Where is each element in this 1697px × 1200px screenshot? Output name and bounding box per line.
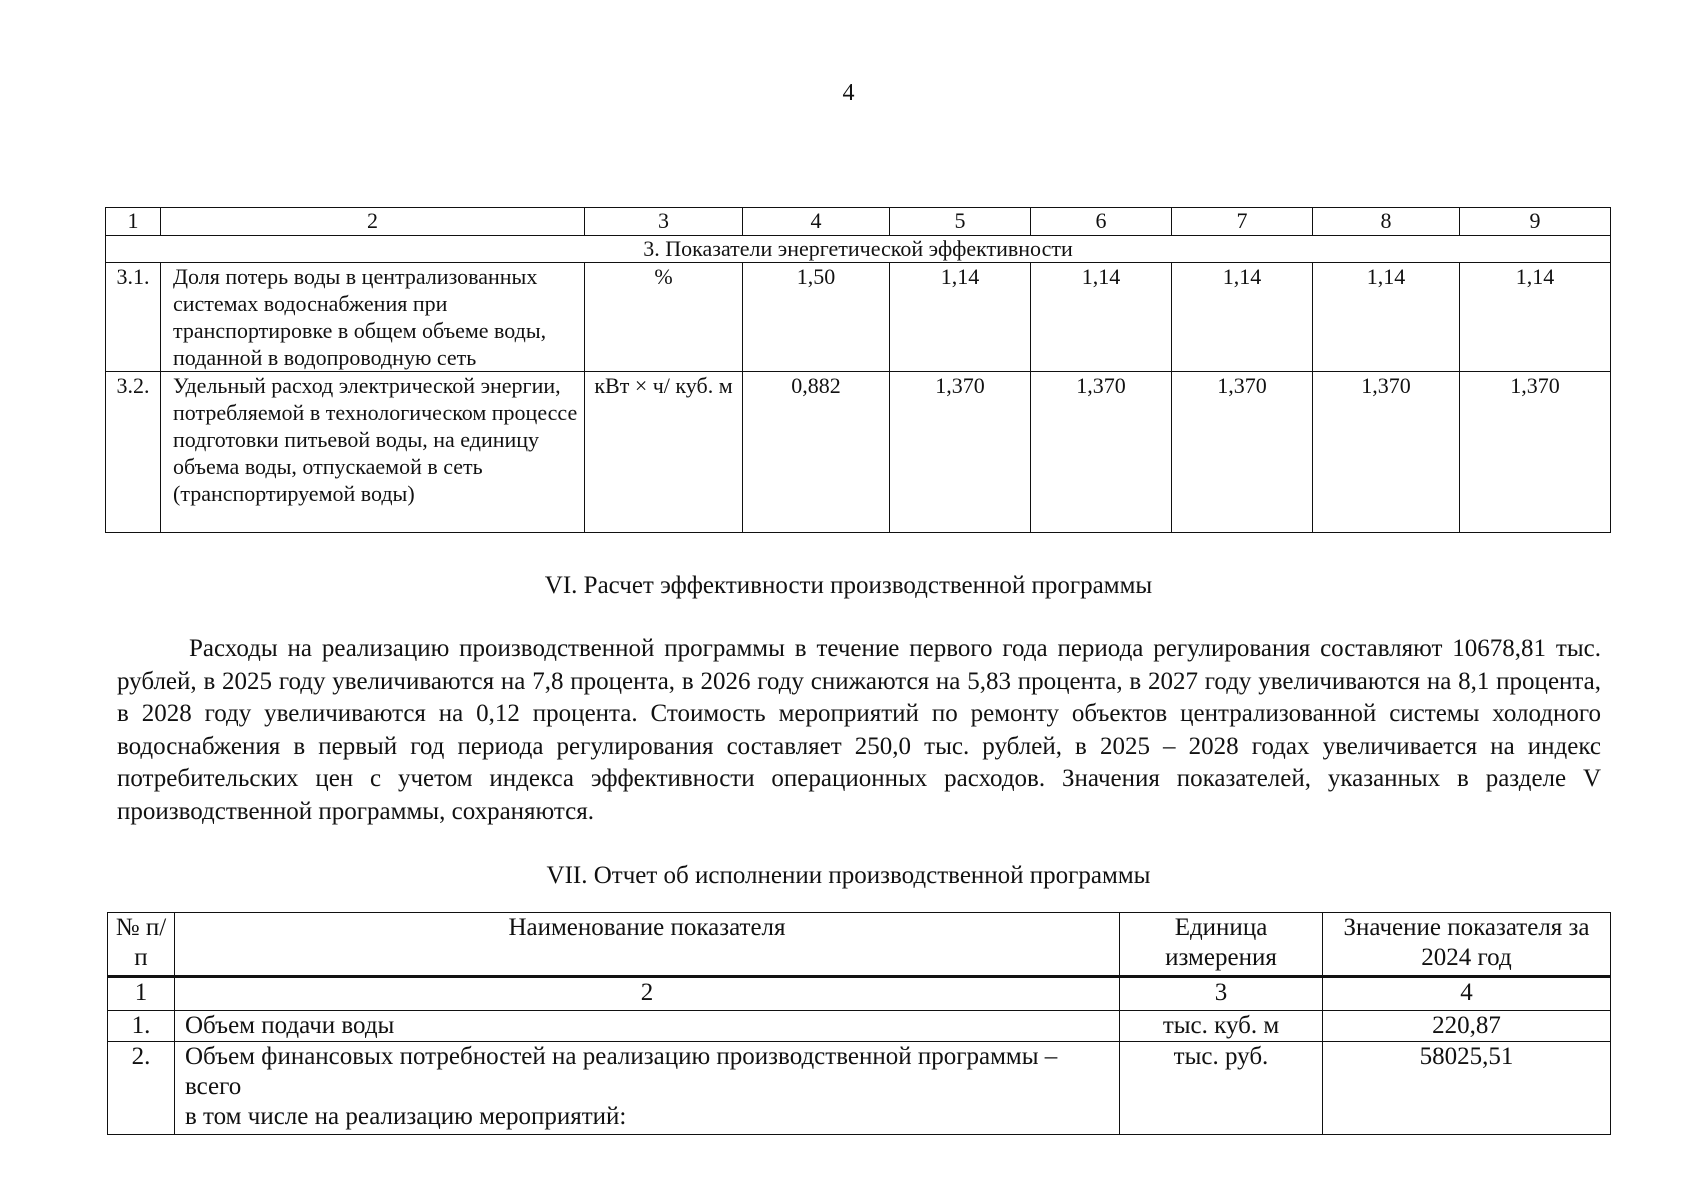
column-number: 3	[585, 208, 743, 236]
column-number: 1	[106, 208, 161, 236]
indicator-name: Объем финансовых потребностей на реализацию производственной программы – всего	[185, 1043, 1058, 1100]
value-cell: 1,14	[1460, 263, 1611, 372]
header-name: Наименование показателя	[175, 913, 1120, 977]
section-vii-heading: VII. Отчет об исполнении производственной программы	[546, 862, 1151, 889]
column-number-row	[108, 977, 1611, 1011]
section-row	[106, 236, 1611, 263]
indicator-subtitle: в том числе на реализацию мероприятий:	[185, 1103, 627, 1130]
header-value: Значение показателя за 2024 год	[1323, 913, 1611, 977]
indicator-name-cell	[175, 1042, 1120, 1135]
value-cell: 58025,51	[1323, 1042, 1611, 1135]
column-number: 8	[1313, 208, 1460, 236]
row-number: 2.	[108, 1042, 175, 1135]
value-cell: 1,50	[743, 263, 890, 372]
column-number: 4	[1323, 977, 1611, 1011]
indicator-name: Удельный расход электрической энергии, потребляемой в технологическом процессе подготовки питьевой воды, на единицу объема воды, отпускаемой в сеть (транспортируемой воды)	[161, 372, 585, 533]
column-number: 6	[1031, 208, 1172, 236]
column-number: 2	[175, 977, 1120, 1011]
row-number: 3.1.	[106, 263, 161, 372]
section-title: 3. Показатели энергетической эффективности	[106, 236, 1611, 263]
value-cell: 1,14	[890, 263, 1031, 372]
value-cell: 1,370	[1031, 372, 1172, 533]
value-cell: 1,370	[1460, 372, 1611, 533]
unit: кВт × ч/ куб. м	[585, 372, 743, 533]
row-number: 1.	[108, 1011, 175, 1042]
table-row	[106, 372, 1611, 533]
header-number: № п/п	[108, 913, 175, 977]
value-cell: 1,370	[1172, 372, 1313, 533]
value-cell: 1,370	[1313, 372, 1460, 533]
section-vi-paragraph: Расходы на реализацию производственной программы в течение первого года периода регулирования составляют 10678,81 тыс. рублей, в 2025 году увеличиваются на 7,8 процента, в 2026 году снижаются на 5,83 процента, в 2027 году увеличиваются на 8,1 процента, в 2028 году увеличиваются на 0,12 процента. Стоимость мероприятий по ремонту объектов централизованной системы холодного водоснабжения в первый год периода регулирования составляет 250,0 тыс. рублей, в 2025 – 2028 годах увеличивается на индекс потребительских цен с учетом индекса эффективности операционных расходов. Значения показателей, указанных в разделе V производственной программы, сохраняются.	[117, 635, 1601, 825]
program-report-table	[107, 912, 1611, 1135]
energy-efficiency-table	[105, 207, 1611, 533]
table-row	[108, 1011, 1611, 1042]
column-number: 1	[108, 977, 175, 1011]
column-number: 2	[161, 208, 585, 236]
row-number: 3.2.	[106, 372, 161, 533]
header-row	[108, 913, 1611, 977]
column-number: 3	[1120, 977, 1323, 1011]
section-vi-heading: VI. Расчет эффективности производственной программы	[544, 572, 1153, 599]
unit: тыс. руб.	[1120, 1042, 1323, 1135]
column-number: 9	[1460, 208, 1611, 236]
table-row	[106, 263, 1611, 372]
value-cell: 1,14	[1172, 263, 1313, 372]
value-cell: 220,87	[1323, 1011, 1611, 1042]
page-number: 4	[842, 80, 855, 106]
column-number: 4	[743, 208, 890, 236]
value-cell: 1,14	[1031, 263, 1172, 372]
unit: тыс. куб. м	[1120, 1011, 1323, 1042]
table-row	[108, 1042, 1611, 1135]
value-cell: 1,370	[890, 372, 1031, 533]
column-number: 7	[1172, 208, 1313, 236]
indicator-name: Объем подачи воды	[175, 1011, 1120, 1042]
indicator-name: Доля потерь воды в централизованных системах водоснабжения при транспортировке в общем объеме воды, поданной в водопроводную сеть	[161, 263, 585, 372]
column-number-row	[106, 208, 1611, 236]
value-cell: 1,14	[1313, 263, 1460, 372]
column-number: 5	[890, 208, 1031, 236]
header-unit: Единица измерения	[1120, 913, 1323, 977]
value-cell: 0,882	[743, 372, 890, 533]
unit: %	[585, 263, 743, 372]
